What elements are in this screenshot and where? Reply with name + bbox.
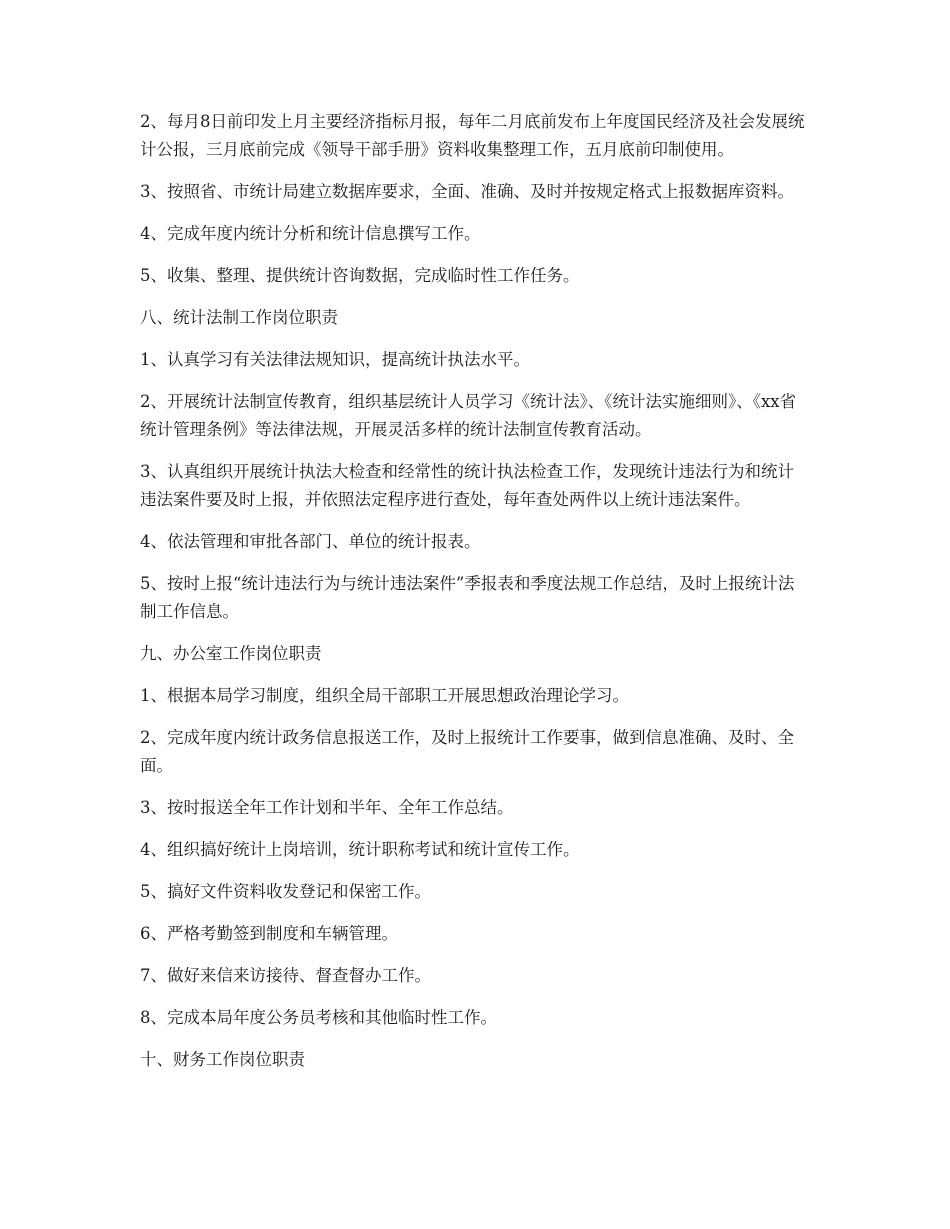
paragraph-item-5-consulting: 5、收集、整理、提供统计咨询数据，完成临时性工作任务。 bbox=[140, 266, 580, 285]
paragraph-item-1-study-law: 1、认真学习有关法律法规知识，提高统计执法水平。 bbox=[140, 350, 530, 369]
section-heading-legal: 八、统计法制工作岗位职责 bbox=[140, 308, 338, 327]
section-heading-finance: 十、财务工作岗位职责 bbox=[140, 1050, 305, 1069]
paragraph-item-3-database: 3、按照省、市统计局建立数据库要求，全面、准确、及时并按规定格式上报数据库资料。 bbox=[140, 182, 794, 201]
paragraph-item-2-info-submission: 2、完成年度内统计政务信息报送工作，及时上报统计工作要事，做到信息准确、及时、全面。 bbox=[140, 728, 794, 775]
paragraph-item-1-political-study: 1、根据本局学习制度，组织全局干部职工开展思想政治理论学习。 bbox=[140, 686, 629, 705]
paragraph-item-5-documents: 5、搞好文件资料收发登记和保密工作。 bbox=[140, 882, 431, 901]
paragraph-item-2-legal-education: 2、开展统计法制宣传教育，组织基层统计人员学习《统计法》、《统计法实施细则》、《xx省统计管理条例》等法律法规，开展灵活多样的统计法制宣传教育活动。 bbox=[140, 392, 797, 439]
paragraph-item-4-report-approval: 4、依法管理和审批各部门、单位的统计报表。 bbox=[140, 532, 481, 551]
document-body bbox=[140, 108, 810, 1088]
paragraph-item-4-training: 4、组织搞好统计上岗培训，统计职称考试和统计宣传工作。 bbox=[140, 840, 580, 859]
paragraph-item-3-work-plan: 3、按时报送全年工作计划和半年、全年工作总结。 bbox=[140, 798, 514, 817]
section-heading-office: 九、办公室工作岗位职责 bbox=[140, 644, 322, 663]
paragraph-item-7-visits: 7、做好来信来访接待、督查督办工作。 bbox=[140, 966, 431, 985]
paragraph-item-2-monthly-report: 2、每月8日前印发上月主要经济指标月报，每年二月底前发布上年度国民经济及社会发展统计公报，三月底前完成《领导干部手册》资料收集整理工作，五月底前印制使用。 bbox=[140, 112, 805, 159]
paragraph-item-5-quarterly-report: 5、按时上报“统计违法行为与统计违法案件”季报表和季度法规工作总结，及时上报统计法制工作信息。 bbox=[140, 574, 795, 621]
paragraph-item-4-analysis: 4、完成年度内统计分析和统计信息撰写工作。 bbox=[140, 224, 481, 243]
paragraph-item-8-assessment: 8、完成本局年度公务员考核和其他临时性工作。 bbox=[140, 1008, 497, 1027]
paragraph-item-6-attendance: 6、严格考勤签到制度和车辆管理。 bbox=[140, 924, 398, 943]
paragraph-item-3-inspection: 3、认真组织开展统计执法大检查和经常性的统计执法检查工作，发现统计违法行为和统计违法案件要及时上报，并依照法定程序进行查处，每年查处两件以上统计违法案件。 bbox=[140, 462, 794, 509]
